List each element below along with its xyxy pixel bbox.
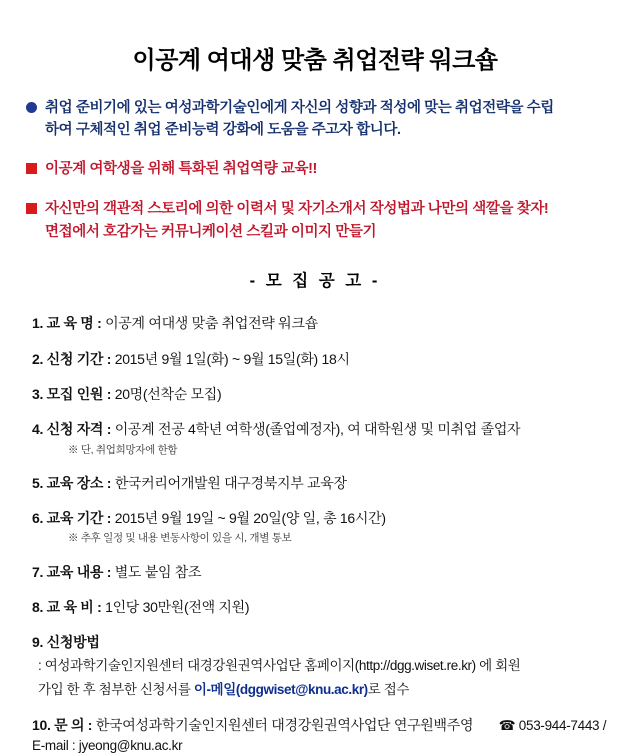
item-number: 6. xyxy=(32,510,44,527)
bullet-item-3 xyxy=(18,198,612,243)
bullet-1-line-1: 취업 준비기에 있는 여성과학기술인에게 자신의 성향과 적성에 맞는 취업전략을 수립 xyxy=(45,100,554,116)
section-heading: - 모 집 공 고 - xyxy=(249,272,381,291)
list-item xyxy=(32,419,612,458)
bullet-item-1 xyxy=(18,97,612,142)
item-number: 9. xyxy=(32,634,44,651)
bullet-text-3 xyxy=(45,198,548,243)
bullet-item-2 xyxy=(18,158,612,180)
item-label: 모집 인원 : xyxy=(46,385,112,402)
list-item xyxy=(32,313,612,333)
item-number: 1. xyxy=(32,315,44,332)
application-line-2-post: 로 접수 xyxy=(367,682,410,698)
bullet-2-line-1: 이공계 여학생을 위해 특화된 취업역량 교육!! xyxy=(45,160,317,177)
item-label: 신청방법 xyxy=(46,634,100,651)
square-bullet-icon xyxy=(26,203,37,214)
item-label: 교육 기간 : xyxy=(46,510,112,527)
item-number: 8. xyxy=(32,598,44,615)
item-value: 이공계 여대생 맞춤 취업전략 워크숍 xyxy=(105,315,318,332)
application-line-2 xyxy=(32,680,612,700)
item-number: 3. xyxy=(32,385,44,402)
circle-bullet-icon xyxy=(26,102,37,113)
list-item-inquiry xyxy=(32,715,612,756)
page-title: 이공계 여대생 맞춤 취업전략 워크숍 xyxy=(132,47,498,74)
list-item xyxy=(32,473,612,493)
item-number: 5. xyxy=(32,474,44,491)
item-label: 신청 자격 : xyxy=(46,421,112,438)
application-email: 이-메일(dggwiset@knu.ac.kr) xyxy=(193,682,368,698)
item-value: 한국커리어개발원 대구경북지부 교육장 xyxy=(114,474,347,491)
item-number: 4. xyxy=(32,421,44,438)
item-number: 7. xyxy=(32,563,44,580)
item-label: 교 육 명 : xyxy=(46,315,102,332)
bullet-3-line-1: 자신만의 객관적 스토리에 의한 이력서 및 자기소개서 작성법과 나만의 색깔을 찾자! xyxy=(45,201,549,218)
item-value: 이공계 전공 4학년 여학생(졸업예정자), 여 대학원생 및 미취업 졸업자 xyxy=(114,421,521,438)
item-label: 신청 기간 : xyxy=(46,350,112,367)
phone-icon: ☎ xyxy=(498,717,516,733)
bullet-3-line-2: 면접에서 호감가는 커뮤니케이션 스킬과 이미지 만들기 xyxy=(45,223,377,240)
item-label: 문 의 : xyxy=(54,716,93,733)
list-item xyxy=(32,384,612,404)
item-note: ※ 추후 일정 및 내용 변동사항이 있을 시, 개별 통보 xyxy=(68,532,292,545)
bullet-text-1 xyxy=(45,97,554,142)
item-value: 2015년 9월 19일 ~ 9월 20일(양 일, 총 16시간) xyxy=(114,510,386,527)
item-label: 교육 장소 : xyxy=(46,474,112,491)
item-number: 10. xyxy=(32,716,51,733)
item-note: ※ 단, 취업희망자에 한함 xyxy=(68,443,178,456)
item-label: 교 육 비 : xyxy=(46,598,102,615)
item-value: 별도 붙임 참조 xyxy=(114,563,202,580)
bullet-text-2 xyxy=(45,158,317,180)
contact-details: 053-944-7443 / E-mail : jyeong@knu.ac.kr xyxy=(32,717,607,754)
announcement-list xyxy=(18,313,612,755)
bullet-1-line-2: 하여 구체적인 취업 준비능력 강화에 도움을 주고자 합니다. xyxy=(45,122,401,139)
item-value: 1인당 30만원(전액 지원) xyxy=(105,598,250,615)
square-bullet-icon xyxy=(26,163,37,174)
application-line-1: : 여성과학기술인지원센터 대경강원권역사업단 홈페이지(http://dgg.wiset.re.kr) 에 회원 xyxy=(38,658,521,674)
list-item xyxy=(32,562,612,582)
application-line-2-pre: 가입 한 후 첨부한 신청서를 xyxy=(38,682,194,698)
item-value: 2015년 9월 1일(화) ~ 9월 15일(화) 18시 xyxy=(114,350,350,367)
list-item-application-method xyxy=(32,632,612,699)
list-item xyxy=(32,597,612,617)
list-item xyxy=(32,508,612,547)
item-value: 20명(선착순 모집) xyxy=(114,385,222,402)
item-value: 한국여성과학기술인지원센터 대경강원권역사업단 연구원백주영 xyxy=(95,716,474,733)
item-label: 교육 내용 : xyxy=(46,563,112,580)
item-number: 2. xyxy=(32,350,44,367)
list-item xyxy=(32,349,612,369)
